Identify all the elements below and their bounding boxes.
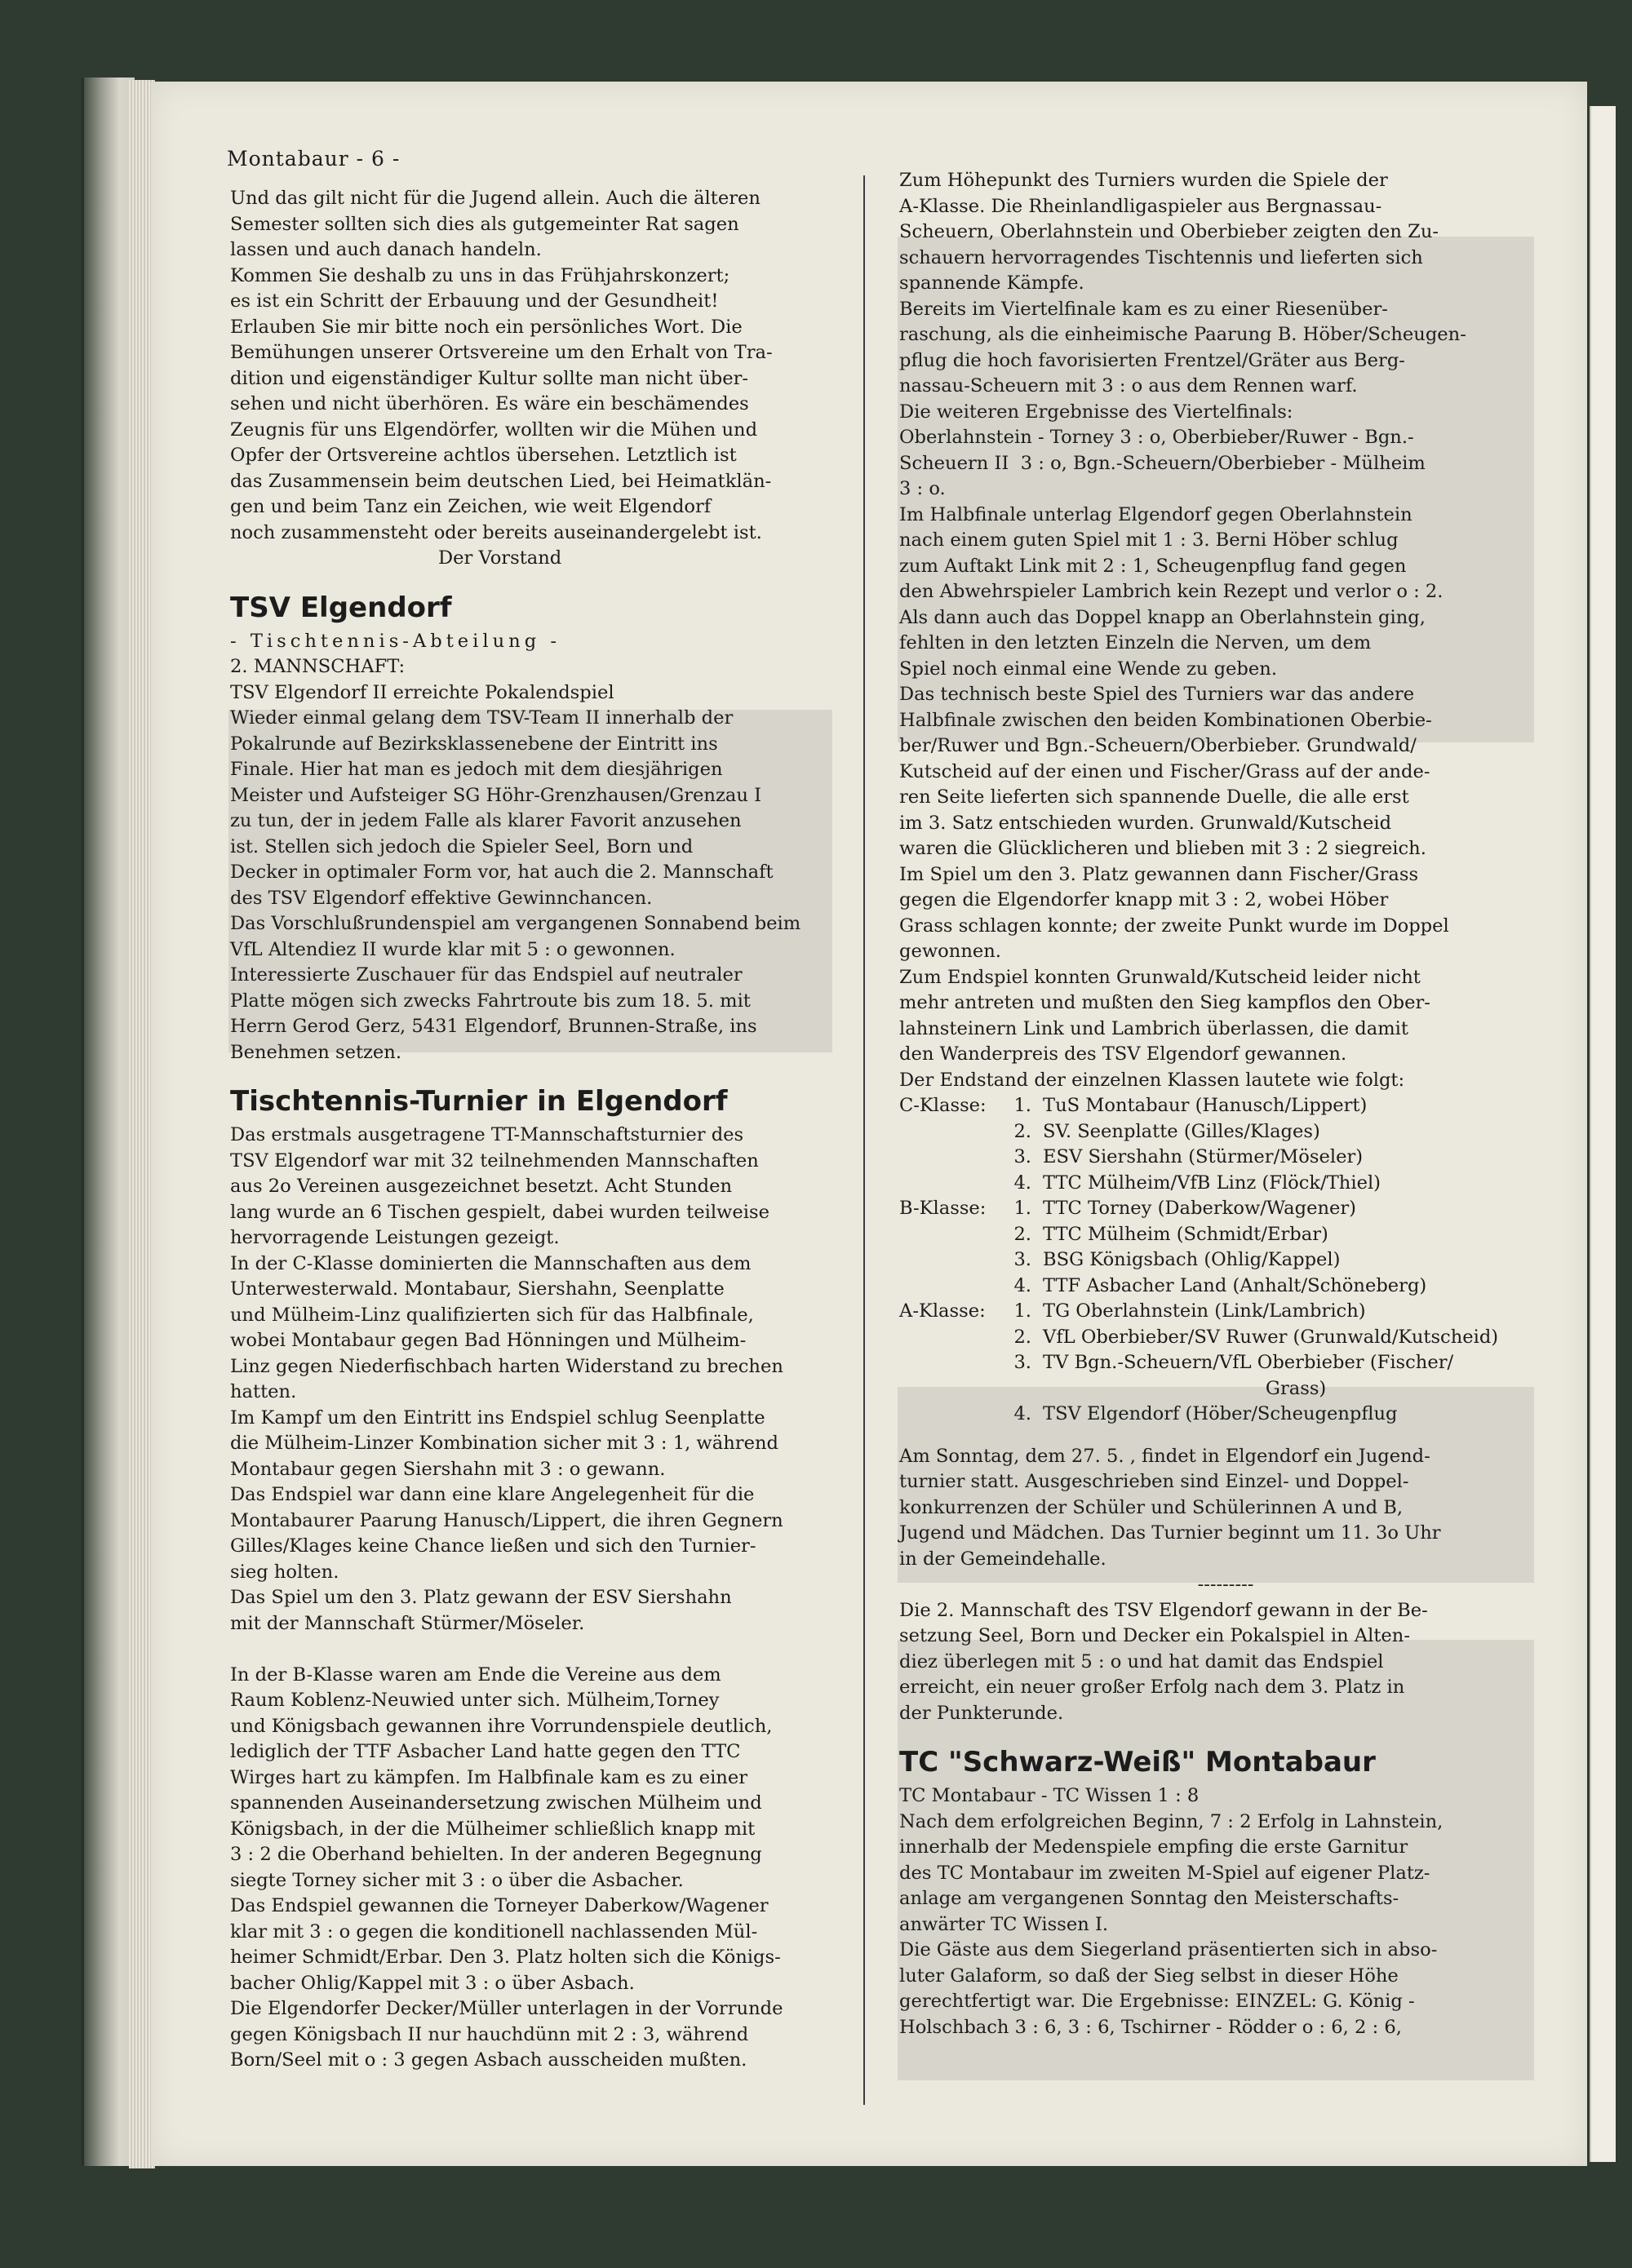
text-line: fehlten in den letzten Einzeln die Nerven, um dem [899, 632, 1372, 653]
rank-number: 2. [1013, 1223, 1031, 1245]
text-line: raschung, als die einheimische Paarung B. Höber/Scheugen- [899, 324, 1466, 345]
text-line: Unterwesterwald. Montabaur, Siershahn, Seenplatte [230, 1278, 725, 1300]
text-line: Zum Höhepunkt des Turniers wurden die Spiele der [899, 170, 1388, 191]
text-line: den Abwehrspieler Lambrich kein Rezept und verlor o : 2. [899, 581, 1444, 602]
text-line: Im Spiel um den 3. Platz gewannen dann Fischer/Grass [899, 863, 1419, 885]
text-line: Interessierte Zuschauer für das Endspiel auf neutraler [230, 964, 743, 986]
text-line: VfL Altendiez II wurde klar mit 5 : o gewonnen. [230, 938, 676, 960]
text-line: Nach dem erfolgreichen Beginn, 7 : 2 Erfolg in Lahnstein, [899, 1810, 1444, 1832]
class-label: C-Klasse: [899, 1095, 987, 1116]
text-line: konkurrenzen der Schüler und Schülerinnen A und B, [899, 1496, 1404, 1518]
text-line: lassen und auch danach handeln. [230, 239, 542, 260]
text-line: gewonnen. [899, 941, 1001, 962]
text-line: Im Kampf um den Eintritt ins Endspiel schlug Seenplatte [230, 1406, 765, 1429]
separator-dashes: --------- [1197, 1574, 1254, 1595]
text-line: innerhalb der Medenspiele empfing die erste Garnitur [899, 1836, 1408, 1858]
text-line: ren Seite lieferten sich spannende Duelle, die alle erst [899, 786, 1409, 808]
standings-row [899, 1145, 1552, 1171]
text-line: ist. Stellen sich jedoch die Spieler Seel, Born und [230, 835, 694, 857]
text-line: bacher Ohlig/Kappel mit 3 : o über Asbach. [230, 1972, 635, 1994]
text-line: gerechtfertigt war. Die Ergebnisse: EINZEL: G. König - [899, 1991, 1415, 2012]
text-line: erreicht, ein neuer großer Erfolg nach dem 3. Platz in [899, 1677, 1405, 1698]
text-line: gen und beim Tanz ein Zeichen, wie weit Elgendorf [230, 496, 712, 517]
text-line: und Mülheim-Linz qualifizierten sich für das Halbfinale, [230, 1304, 754, 1326]
text-line: im 3. Satz entschieden wurden. Grunwald/Kutscheid [899, 812, 1392, 834]
text-line: gegen die Elgendorfer knapp mit 3 : 2, wobei Höber [899, 889, 1389, 910]
standings-row [899, 1350, 1552, 1376]
standings-row [899, 1376, 1552, 1402]
text-line: turnier statt. Ausgeschrieben sind Einzel- und Doppel- [899, 1471, 1409, 1492]
text-line: heimer Schmidt/Erbar. Den 3. Platz holten sich die Königs- [230, 1947, 781, 1968]
text-line: die Mülheim-Linzer Kombination sicher mit 3 : 1, während [230, 1433, 778, 1454]
standings-row [899, 1093, 1552, 1119]
rank-number: 1. [1013, 1198, 1031, 1219]
team-entry: TSV Elgendorf (Höber/Scheugenpflug [1043, 1403, 1398, 1424]
text-line: lediglich der TTF Asbacher Land hatte gegen den TTC [230, 1741, 741, 1762]
team-entry: TV Bgn.-Scheuern/VfL Oberbieber (Fischer/ [1043, 1352, 1454, 1373]
signature-line: Der Vorstand [438, 547, 562, 569]
standings-row [899, 1402, 1552, 1428]
text-line: nassau-Scheuern mit 3 : o aus dem Rennen warf. [899, 375, 1358, 396]
text-line: Der Endstand der einzelnen Klassen lautete wie folgt: [899, 1069, 1405, 1091]
team-entry: TTF Asbacher Land (Anhalt/Schöneberg) [1043, 1274, 1427, 1296]
text-line: spannende Kämpfe. [899, 272, 1084, 294]
class-label: A-Klasse: [899, 1300, 986, 1322]
text-line: Die Gäste aus dem Siegerland präsentierten sich in abso- [899, 1939, 1438, 1960]
text-line: 3 : o. [899, 478, 946, 499]
text-line: Wieder einmal gelang dem TSV-Team II innerhalb der [230, 707, 734, 729]
text-line: Kommen Sie deshalb zu uns in das Frühjahrskonzert; [230, 264, 730, 286]
team-entry: TG Oberlahnstein (Link/Lambrich) [1043, 1300, 1366, 1322]
text-line: ber/Ruwer und Bgn.-Scheuern/Oberbieber. Grundwald/ [899, 735, 1417, 756]
standings-row [899, 1299, 1552, 1325]
team-entry: BSG Königsbach (Ohlig/Kappel) [1043, 1249, 1341, 1270]
team-entry: VfL Oberbieber/SV Ruwer (Grunwald/Kutscheid) [1043, 1326, 1499, 1348]
section-heading: Tischtennis-Turnier in Elgendorf [230, 1085, 728, 1118]
text-line: Bereits im Viertelfinale kam es zu einer Riesenüber- [899, 298, 1388, 320]
text-line: Gilles/Klages keine Chance ließen und sich den Turnier- [230, 1535, 756, 1557]
text-line: Montabaur gegen Siershahn mit 3 : o gewann. [230, 1458, 666, 1480]
text-line: es ist ein Schritt der Erbauung und der Gesundheit! [230, 290, 719, 312]
text-line: Das technisch beste Spiel des Turniers war das andere [899, 684, 1415, 705]
text-line: Finale. Hier hat man es jedoch mit dem diesjährigen [230, 759, 723, 780]
text-line: des TC Montabaur im zweiten M-Spiel auf eigener Platz- [899, 1862, 1430, 1884]
text-line: Grass schlagen konnte; der zweite Punkt wurde im Doppel [899, 915, 1449, 937]
text-line: Meister und Aufsteiger SG Höhr-Grenzhausen/Grenzau I [230, 784, 762, 806]
text-line: lang wurde an 6 Tischen gespielt, dabei wurden teilweise [230, 1201, 769, 1223]
text-line: zum Auftakt Link mit 2 : 1, Scheugenpflug fand gegen [899, 555, 1407, 577]
text-line: setzung Seel, Born und Decker ein Pokalspiel in Alten- [899, 1625, 1410, 1646]
book-spine [82, 78, 135, 2166]
standings-row [899, 1247, 1552, 1274]
text-line: Bemühungen unserer Ortsvereine um den Erhalt von Tra- [230, 342, 773, 363]
text-line: hervorragende Leistungen gezeigt. [230, 1227, 560, 1248]
text-line: Holschbach 3 : 6, 3 : 6, Tschirner - Rödder o : 6, 2 : 6, [899, 2016, 1402, 2038]
rank-number: 3. [1013, 1249, 1031, 1270]
text-line: TSV Elgendorf II erreichte Pokalendspiel [230, 681, 614, 703]
text-line: Das Vorschlußrundenspiel am vergangenen Sonnabend beim [230, 913, 801, 934]
text-line: gegen Königsbach II nur hauchdünn mit 2 : 3, während [230, 2023, 749, 2045]
standings-row [899, 1119, 1552, 1145]
text-line: siegte Torney sicher mit 3 : o über die Asbacher. [230, 1869, 684, 1891]
text-line: waren die Glücklicheren und blieben mit 3 : 2 siegreich. [899, 838, 1426, 859]
standings-row [899, 1171, 1552, 1197]
text-line: Das Endspiel war dann eine klare Angelegenheit für die [230, 1484, 755, 1505]
section-heading: TSV Elgendorf [230, 591, 452, 624]
rank-number: 3. [1013, 1146, 1031, 1167]
text-line: TC Montabaur - TC Wissen 1 : 8 [899, 1785, 1200, 1806]
team-entry: ESV Siershahn (Stürmer/Möseler) [1043, 1146, 1364, 1167]
text-line: Semester sollten sich dies als gutgemeinter Rat sagen [230, 213, 739, 235]
text-line: Wirges hart zu kämpfen. Im Halbfinale kam es zu einer [230, 1766, 748, 1788]
left-column [230, 186, 834, 2074]
text-line: des TSV Elgendorf effektive Gewinnchancen. [230, 887, 653, 909]
text-line: mit der Mannschaft Stürmer/Möseler. [230, 1612, 585, 1634]
text-line: Die Elgendorfer Decker/Müller unterlagen in der Vorrunde [230, 1998, 783, 2019]
text-line: Halbfinale zwischen den beiden Kombinationen Oberbie- [899, 709, 1432, 731]
rank-number: 3. [1013, 1352, 1031, 1373]
class-label: B-Klasse: [899, 1198, 987, 1219]
paragraph-gap [230, 1065, 834, 1082]
text-line: Zum Endspiel konnten Grunwald/Kutscheid leider nicht [899, 966, 1421, 988]
text-line: Oberlahnstein - Torney 3 : o, Oberbieber/Ruwer - Bgn.- [899, 427, 1414, 448]
text-line: Linz gegen Niederfischbach harten Widerstand zu brechen [230, 1355, 783, 1377]
text-line: Erlauben Sie mir bitte noch ein persönliches Wort. Die [230, 316, 743, 338]
team-entry: TuS Montabaur (Hanusch/Lippert) [1043, 1095, 1368, 1116]
text-line: Decker in optimaler Form vor, hat auch die 2. Mannschaft [230, 862, 774, 883]
text-line: hatten. [230, 1381, 297, 1402]
text-line: TSV Elgendorf war mit 32 teilnehmenden Mannschaften [230, 1150, 759, 1172]
text-line: Zeugnis für uns Elgendörfer, wollten wir die Mühen und [230, 419, 758, 441]
text-line: Am Sonntag, dem 27. 5. , findet in Elgendorf ein Jugend- [899, 1445, 1430, 1467]
text-line: lahnsteinern Link und Lambrich überlassen, die damit [899, 1017, 1408, 1039]
text-line: anwärter TC Wissen I. [899, 1913, 1109, 1935]
text-line: den Wanderpreis des TSV Elgendorf gewannen. [899, 1043, 1347, 1065]
text-line: A-Klasse. Die Rheinlandligaspieler aus Bergnassau- [899, 195, 1382, 217]
text-line: nach einem guten Spiel mit 1 : 3. Berni Höber schlug [899, 529, 1399, 551]
text-line: Königsbach, in der die Mülheimer schließlich knapp mit [230, 1818, 756, 1840]
text-line: Die weiteren Ergebnisse des Viertelfinals: [899, 401, 1293, 423]
text-line: anlage am vergangenen Sonntag den Meisterschafts- [899, 1888, 1399, 1909]
text-line: Benehmen setzen. [230, 1041, 402, 1063]
text-line: Platte mögen sich zwecks Fahrtroute bis zum 18. 5. mit [230, 990, 751, 1012]
rank-number: 4. [1013, 1274, 1031, 1296]
text-line: noch zusammensteht oder bereits auseinandergelebt ist. [230, 521, 762, 543]
team-entry: Grass) [1043, 1377, 1327, 1399]
text-line: Die 2. Mannschaft des TSV Elgendorf gewann in der Be- [899, 1599, 1428, 1621]
standings-row [899, 1274, 1552, 1300]
rank-number: 4. [1013, 1403, 1031, 1424]
text-line: Als dann auch das Doppel knapp an Oberlahnstein ging, [899, 606, 1426, 628]
section-heading: TC "Schwarz-Weiß" Montabaur [899, 1746, 1376, 1779]
standings-row [899, 1325, 1552, 1351]
text-line: schauern hervorragendes Tischtennis und lieferten sich [899, 246, 1423, 268]
text-line: aus 2o Vereinen ausgezeichnet besetzt. Acht Stunden [230, 1176, 733, 1197]
text-line: Montabaurer Paarung Hanusch/Lippert, die ihren Gegnern [230, 1509, 783, 1531]
text-line [230, 1637, 834, 1663]
text-line: Scheuern, Oberlahnstein und Oberbieber zeigten den Zu- [899, 221, 1439, 242]
text-line: wobei Montabaur gegen Bad Hönningen und Mülheim- [230, 1330, 747, 1351]
text-line: Das Spiel um den 3. Platz gewann der ESV Siershahn [230, 1587, 732, 1608]
standings-row [899, 1196, 1552, 1222]
text-line: Jugend und Mädchen. Das Turnier beginnt um 11. 3o Uhr [899, 1522, 1441, 1544]
paragraph-gap [899, 1428, 1552, 1444]
text-line: Scheuern II 3 : o, Bgn.-Scheuern/Oberbieber - Mülheim [899, 452, 1426, 474]
text-line: Das Endspiel gewannen die Torneyer Daberkow/Wagener [230, 1895, 769, 1916]
section-subheading: - Tischtennis-Abteilung - [230, 630, 561, 652]
rank-number: 2. [1013, 1120, 1031, 1142]
text-line: Raum Koblenz-Neuwied unter sich. Mülheim,Torney [230, 1690, 720, 1711]
text-line: Opfer der Ortsvereine achtlos übersehen. Letztlich ist [230, 445, 737, 466]
text-line: diez überlegen mit 5 : o und hat damit das Endspiel [899, 1650, 1384, 1672]
text-line: In der B-Klasse waren am Ende die Vereine aus dem [230, 1663, 721, 1685]
text-line: Born/Seel mit o : 3 gegen Asbach ausscheiden mußten. [230, 2049, 747, 2071]
text-line: Und das gilt nicht für die Jugend allein. Auch die älteren [230, 188, 761, 209]
text-line: Spiel noch einmal eine Wende zu geben. [899, 658, 1277, 680]
rank-number: 2. [1013, 1326, 1031, 1348]
text-line: Herrn Gerod Gerz, 5431 Elgendorf, Brunnen-Straße, ins [230, 1016, 757, 1037]
text-line: Im Halbfinale unterlag Elgendorf gegen Oberlahnstein [899, 503, 1412, 525]
text-line: klar mit 3 : o gegen die konditionell nachlassenden Mül- [230, 1920, 758, 1942]
text-line: Pokalrunde auf Bezirksklassenebene der Eintritt ins [230, 733, 718, 755]
rank-number: 1. [1013, 1095, 1031, 1116]
text-line: 2. MANNSCHAFT: [230, 656, 406, 677]
text-line: spannenden Auseinandersetzung zwischen Mülheim und [230, 1792, 762, 1814]
text-line: luter Galaform, so daß der Sieg selbst in dieser Höhe [899, 1965, 1399, 1987]
text-line: der Punkterunde. [899, 1702, 1064, 1724]
paragraph-gap [230, 572, 834, 588]
right-column [899, 168, 1552, 2040]
text-line: in der Gemeindehalle. [899, 1548, 1106, 1570]
team-entry: TTC Torney (Daberkow/Wagener) [1043, 1198, 1356, 1219]
text-line: Kutscheid auf der einen und Fischer/Grass auf der ande- [899, 760, 1430, 782]
text-line: pflug die hoch favorisierten Frentzel/Gräter aus Berg- [899, 349, 1405, 371]
text-line: sieg holten. [230, 1561, 339, 1583]
next-page-edge [1590, 106, 1616, 2162]
text-line: sehen und nicht überhören. Es wäre ein beschämendes [230, 393, 749, 414]
page-header: Montabaur - 6 - [227, 147, 401, 171]
team-entry: SV. Seenplatte (Gilles/Klages) [1043, 1120, 1320, 1142]
text-line: Das erstmals ausgetragene TT-Mannschaftsturnier des [230, 1124, 744, 1145]
rank-number: 4. [1013, 1172, 1031, 1194]
team-entry: TTC Mülheim (Schmidt/Erbar) [1043, 1223, 1328, 1245]
paragraph-gap [899, 1726, 1552, 1743]
text-line: 3 : 2 die Oberhand behielten. In der anderen Begegnung [230, 1844, 762, 1865]
text-line: dition und eigenständiger Kultur sollte man nicht über- [230, 367, 749, 389]
text-line: und Königsbach gewannen ihre Vorrundenspiele deutlich, [230, 1715, 773, 1737]
text-line: mehr antreten und mußten den Sieg kampflos den Ober- [899, 992, 1430, 1013]
text-line: das Zusammensein beim deutschen Lied, bei Heimatklän- [230, 470, 772, 492]
team-entry: TTC Mülheim/VfB Linz (Flöck/Thiel) [1043, 1172, 1381, 1194]
rank-number: 1. [1013, 1300, 1031, 1322]
text-line: zu tun, der in jedem Falle als klarer Favorit anzusehen [230, 810, 742, 831]
column-divider [863, 175, 865, 2105]
standings-row [899, 1222, 1552, 1248]
text-line: In der C-Klasse dominierten die Mannschaften aus dem [230, 1252, 752, 1274]
